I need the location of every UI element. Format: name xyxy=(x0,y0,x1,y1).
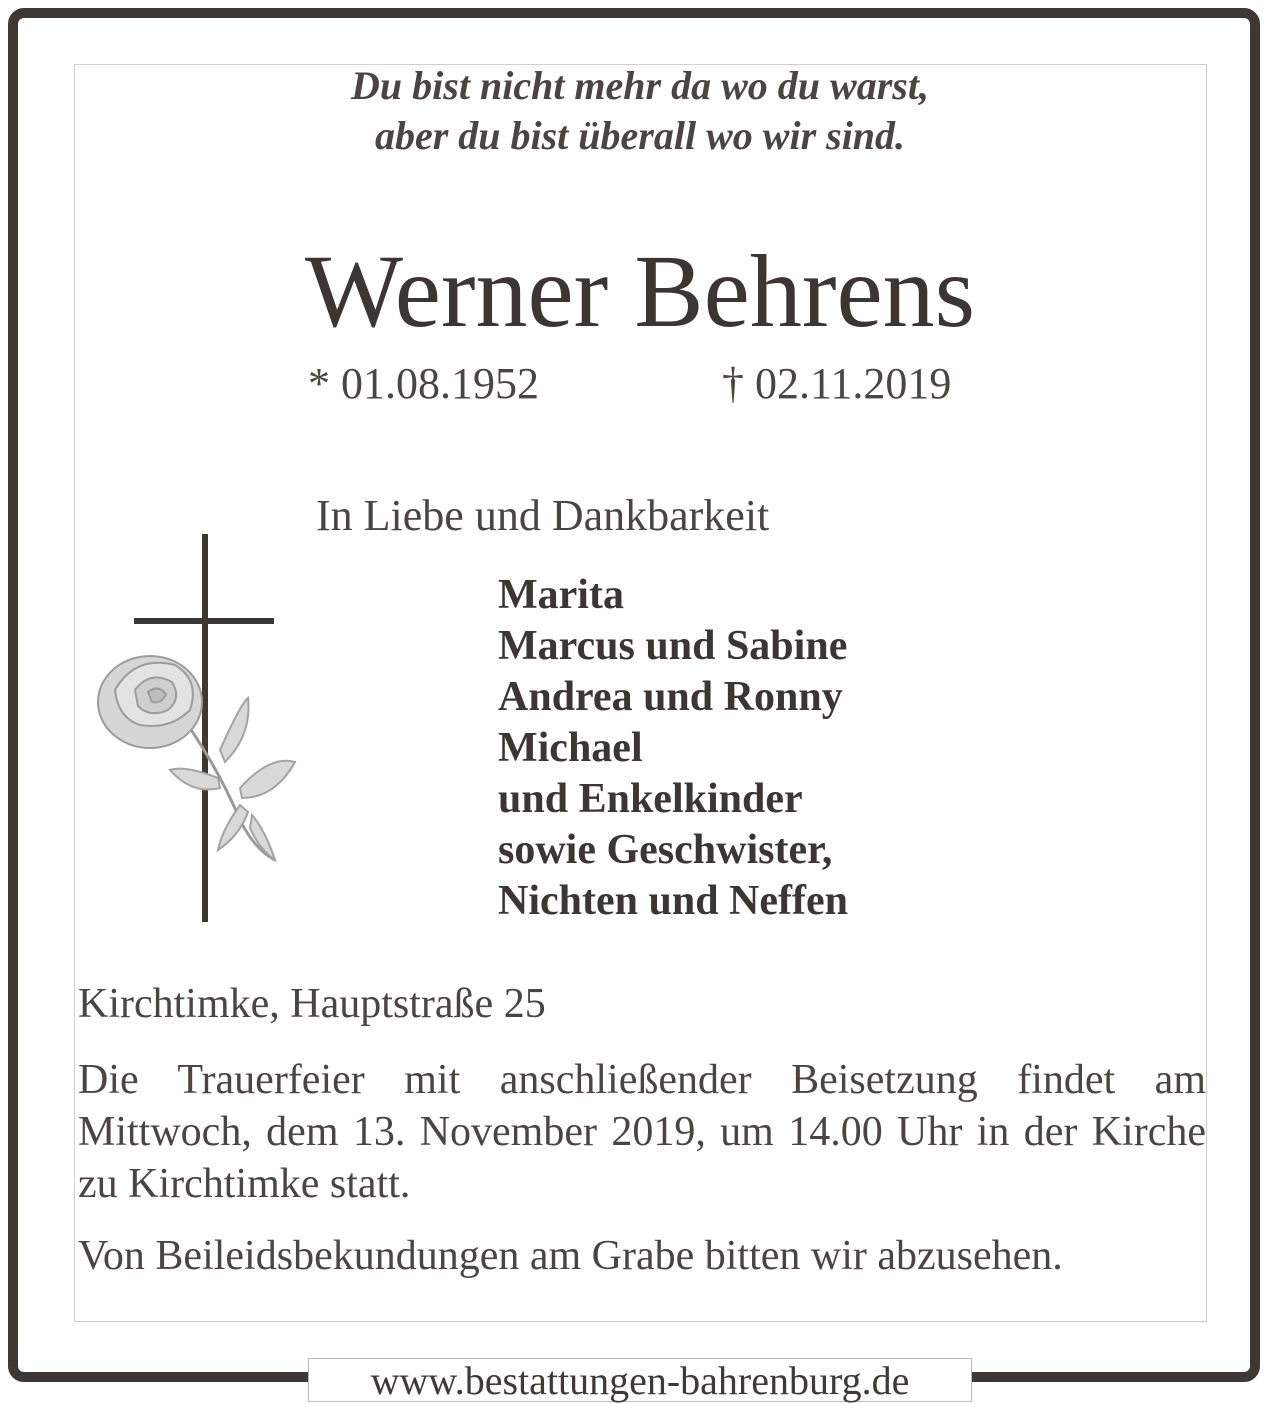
mourner-name: Marcus und Sabine xyxy=(498,623,848,669)
ceremony-text: Die Trauerfeier mit anschließender Beisetzung findet am Mittwoch, dem 13. November 2019, um 14.00 Uhr in der Kirche zu Kirchtimke statt. xyxy=(78,1057,1206,1207)
death-date: † 02.11.2019 xyxy=(722,359,952,408)
mourner-name: Nichten und Neffen xyxy=(498,878,849,924)
mourner-name: Michael xyxy=(498,725,643,771)
mourner-name: und Enkelkinder xyxy=(498,776,803,822)
dedication-text: In Liebe und Dankbarkeit xyxy=(316,491,770,540)
condolence-text: Von Beileidsbekundungen am Grabe bitten wir abzusehen. xyxy=(78,1233,1063,1279)
birth-date: * 01.08.1952 xyxy=(308,359,539,408)
mourner-name: Marita xyxy=(498,572,624,618)
footer-url[interactable]: www.bestattungen-bahrenburg.de xyxy=(308,1358,972,1402)
address-text: Kirchtimke, Hauptstraße 25 xyxy=(78,981,546,1027)
deceased-name: Werner Behrens xyxy=(304,234,976,349)
quote-line-1: Du bist nicht mehr da wo du warst, xyxy=(351,63,929,108)
quote-line-2: aber du bist überall wo wir sind. xyxy=(374,113,906,158)
mourners-list xyxy=(498,570,848,927)
cross-with-rose-icon xyxy=(90,530,320,930)
mourner-name: Andrea und Ronny xyxy=(498,674,843,720)
mourner-name: sowie Geschwister, xyxy=(498,827,833,873)
